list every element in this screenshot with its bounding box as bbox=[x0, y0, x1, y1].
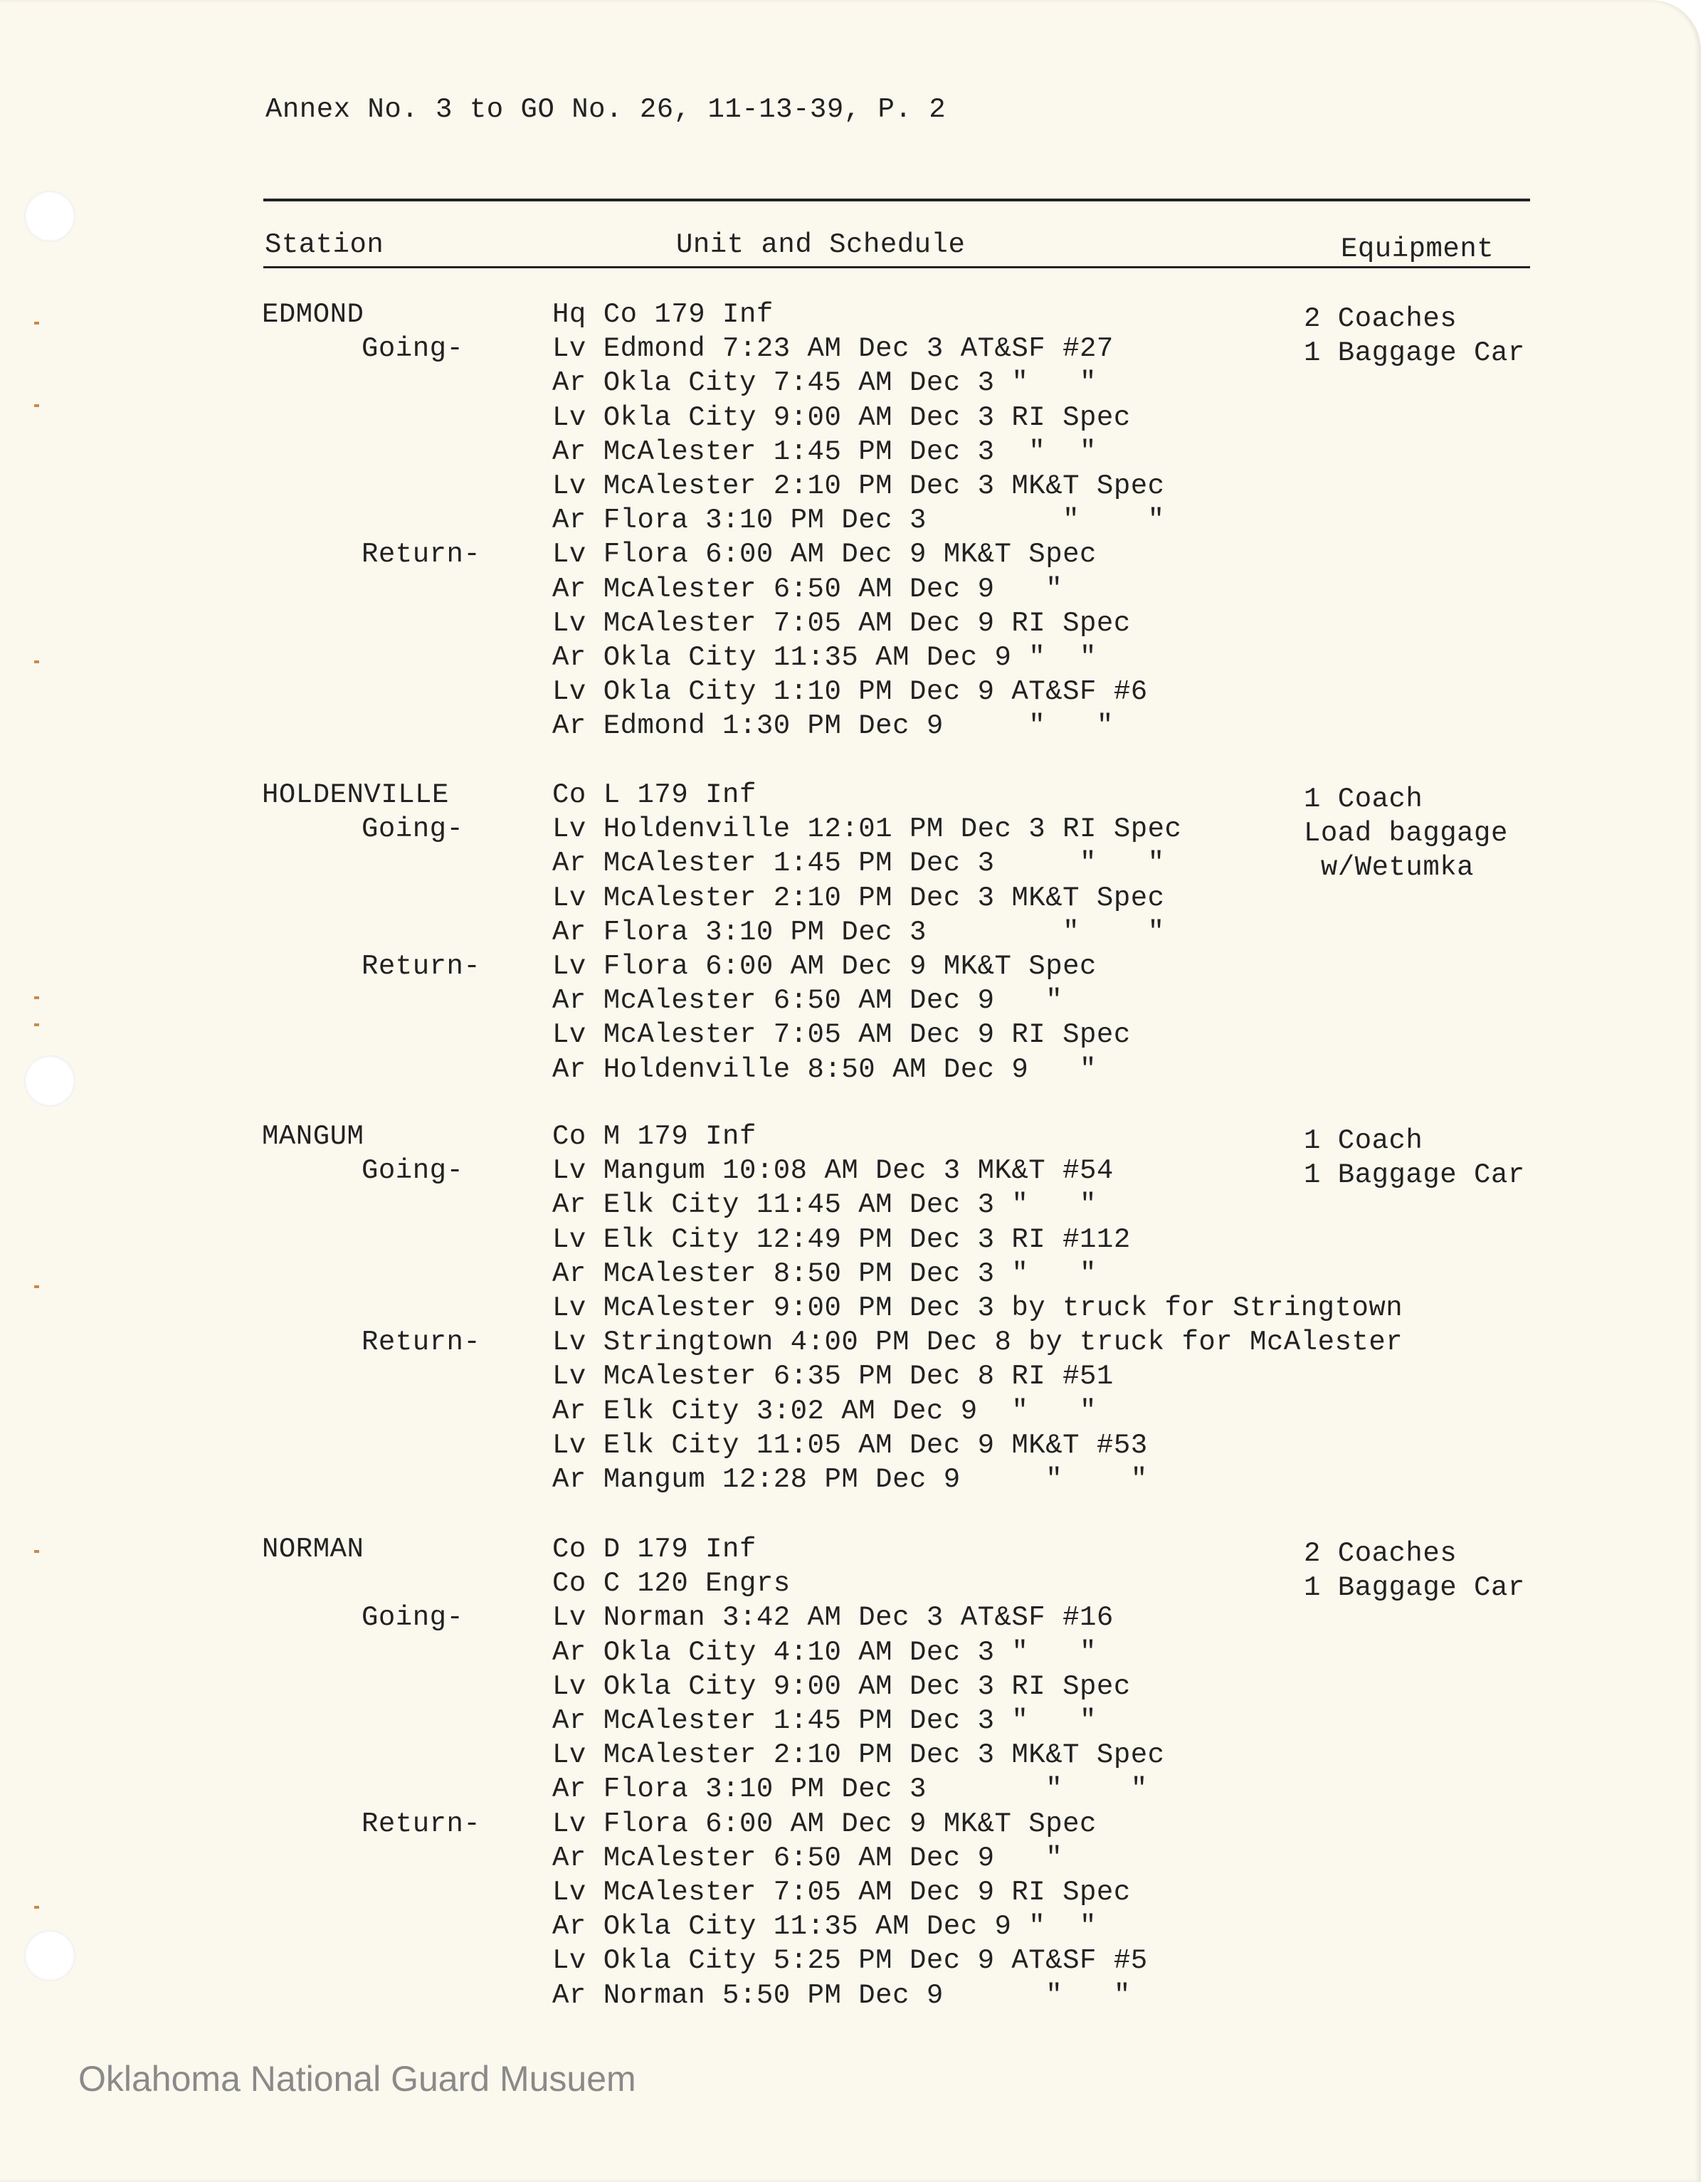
schedule-line: Ar Norman 5:50 PM Dec 9 " " bbox=[552, 1979, 1131, 2011]
schedule-line: Lv Okla City 9:00 AM Dec 3 RI Spec bbox=[552, 401, 1131, 433]
schedule-line: Lv Norman 3:42 AM Dec 3 AT&SF #16 bbox=[552, 1602, 1114, 1634]
equipment-line: 2 Coaches bbox=[1304, 303, 1457, 334]
schedule-line: Ar McAlester 1:45 PM Dec 3 " " bbox=[552, 1705, 1097, 1736]
schedule-line: Ar McAlester 6:50 AM Dec 9 " bbox=[552, 573, 1063, 605]
schedule-line: Ar Edmond 1:30 PM Dec 9 " " bbox=[552, 710, 1114, 742]
column-equipment-header: Equipment bbox=[1341, 233, 1494, 265]
schedule-line: Ar McAlester 8:50 PM Dec 3 " " bbox=[552, 1258, 1097, 1290]
return-label: Return- bbox=[362, 1808, 481, 1840]
column-schedule-header: Unit and Schedule bbox=[676, 229, 966, 260]
going-label: Going- bbox=[362, 813, 464, 845]
going-label: Going- bbox=[362, 1602, 464, 1634]
equipment-line: 1 Baggage Car bbox=[1304, 1572, 1525, 1604]
unit-line: Co C 120 Engrs bbox=[552, 1568, 791, 1600]
schedule-line: Ar Holdenville 8:50 AM Dec 9 " bbox=[552, 1053, 1097, 1085]
punch-hole bbox=[24, 1930, 75, 1981]
station-name: NORMAN bbox=[262, 1534, 364, 1565]
return-label: Return- bbox=[362, 1327, 481, 1359]
equipment-line: 1 Baggage Car bbox=[1304, 337, 1525, 369]
return-label: Return- bbox=[362, 539, 481, 571]
schedule-line: Lv Flora 6:00 AM Dec 9 MK&T Spec bbox=[552, 1808, 1097, 1840]
schedule-line: Lv McAlester 6:35 PM Dec 8 RI #51 bbox=[552, 1361, 1114, 1393]
schedule-line: Ar McAlester 1:45 PM Dec 3 " " bbox=[552, 848, 1165, 880]
margin-mark bbox=[34, 322, 39, 325]
schedule-line: Lv McAlester 2:10 PM Dec 3 MK&T Spec bbox=[552, 1739, 1165, 1771]
schedule-line: Lv Holdenville 12:01 PM Dec 3 RI Spec bbox=[552, 813, 1182, 845]
unit-line: Co L 179 Inf bbox=[552, 779, 757, 811]
schedule-line: Ar Flora 3:10 PM Dec 3 " " bbox=[552, 505, 1165, 537]
equipment-line: 2 Coaches bbox=[1304, 1538, 1457, 1569]
going-label: Going- bbox=[362, 1155, 464, 1187]
going-label: Going- bbox=[362, 333, 464, 365]
schedule-line: Ar Okla City 11:35 AM Dec 9 " " bbox=[552, 1911, 1097, 1943]
unit-line: Co D 179 Inf bbox=[552, 1534, 757, 1565]
schedule-line: Lv Mangum 10:08 AM Dec 3 MK&T #54 bbox=[552, 1155, 1114, 1187]
margin-mark bbox=[34, 1550, 39, 1553]
punch-hole bbox=[24, 1055, 75, 1107]
schedule-line: Lv Flora 6:00 AM Dec 9 MK&T Spec bbox=[552, 951, 1097, 982]
schedule-line: Lv McAlester 7:05 AM Dec 9 RI Spec bbox=[552, 1019, 1131, 1051]
schedule-line: Ar McAlester 1:45 PM Dec 3 " " bbox=[552, 436, 1097, 468]
schedule-line: Lv Okla City 1:10 PM Dec 9 AT&SF #6 bbox=[552, 676, 1148, 708]
margin-mark bbox=[34, 404, 39, 407]
schedule-line: Lv McAlester 7:05 AM Dec 9 RI Spec bbox=[552, 607, 1131, 639]
schedule-line: Lv Okla City 5:25 PM Dec 9 AT&SF #5 bbox=[552, 1945, 1148, 1977]
margin-mark bbox=[34, 1285, 39, 1288]
header-rule bbox=[263, 199, 1530, 201]
schedule-line: Ar Flora 3:10 PM Dec 3 " " bbox=[552, 916, 1165, 948]
schedule-line: Ar Okla City 7:45 AM Dec 3 " " bbox=[552, 367, 1097, 399]
margin-mark bbox=[34, 660, 39, 663]
schedule-line: Lv McAlester 9:00 PM Dec 3 by truck for Stringtown bbox=[552, 1292, 1403, 1324]
schedule-line: Lv Elk City 12:49 PM Dec 3 RI #112 bbox=[552, 1223, 1131, 1255]
schedule-line: Ar McAlester 6:50 AM Dec 9 " bbox=[552, 985, 1063, 1017]
schedule-line: Lv Stringtown 4:00 PM Dec 8 by truck for McAlester bbox=[552, 1327, 1403, 1359]
schedule-line: Ar Okla City 11:35 AM Dec 9 " " bbox=[552, 642, 1097, 673]
schedule-line: Lv Okla City 9:00 AM Dec 3 RI Spec bbox=[552, 1670, 1131, 1702]
equipment-line: 1 Baggage Car bbox=[1304, 1159, 1525, 1191]
equipment-line: w/Wetumka bbox=[1304, 852, 1475, 884]
schedule-line: Lv Flora 6:00 AM Dec 9 MK&T Spec bbox=[552, 539, 1097, 571]
station-name: EDMOND bbox=[262, 299, 364, 330]
margin-mark bbox=[34, 996, 39, 999]
return-label: Return- bbox=[362, 951, 481, 982]
schedule-line: Lv McAlester 7:05 AM Dec 9 RI Spec bbox=[552, 1877, 1131, 1908]
unit-line: Hq Co 179 Inf bbox=[552, 299, 774, 330]
schedule-line: Ar Flora 3:10 PM Dec 3 " " bbox=[552, 1773, 1148, 1806]
margin-mark bbox=[34, 1023, 39, 1026]
schedule-line: Ar Mangum 12:28 PM Dec 9 " " bbox=[552, 1464, 1148, 1495]
schedule-line: Ar Okla City 4:10 AM Dec 3 " " bbox=[552, 1636, 1097, 1668]
station-name: MANGUM bbox=[262, 1121, 364, 1152]
equipment-line: 1 Coach bbox=[1304, 784, 1423, 815]
schedule-line: Lv McAlester 2:10 PM Dec 3 MK&T Spec bbox=[552, 470, 1165, 502]
museum-watermark: Oklahoma National Guard Musuem bbox=[78, 2059, 636, 2099]
column-header-rule bbox=[263, 266, 1530, 268]
equipment-line: Load baggage bbox=[1304, 818, 1508, 850]
schedule-line: Ar Elk City 11:45 AM Dec 3 " " bbox=[552, 1189, 1097, 1221]
station-name: HOLDENVILLE bbox=[262, 779, 449, 811]
schedule-line: Lv Edmond 7:23 AM Dec 3 AT&SF #27 bbox=[552, 333, 1114, 365]
schedule-line: Ar Elk City 3:02 AM Dec 9 " " bbox=[552, 1395, 1097, 1427]
schedule-line: Lv Elk City 11:05 AM Dec 9 MK&T #53 bbox=[552, 1429, 1148, 1461]
equipment-line: 1 Coach bbox=[1304, 1125, 1423, 1156]
schedule-line: Lv McAlester 2:10 PM Dec 3 MK&T Spec bbox=[552, 882, 1165, 914]
unit-line: Co M 179 Inf bbox=[552, 1121, 757, 1152]
annex-header: Annex No. 3 to GO No. 26, 11-13-39, P. 2 bbox=[265, 94, 947, 125]
column-station-header: Station bbox=[265, 229, 384, 260]
margin-mark bbox=[34, 1906, 39, 1909]
punch-hole bbox=[24, 191, 75, 242]
schedule-line: Ar McAlester 6:50 AM Dec 9 " bbox=[552, 1842, 1063, 1874]
